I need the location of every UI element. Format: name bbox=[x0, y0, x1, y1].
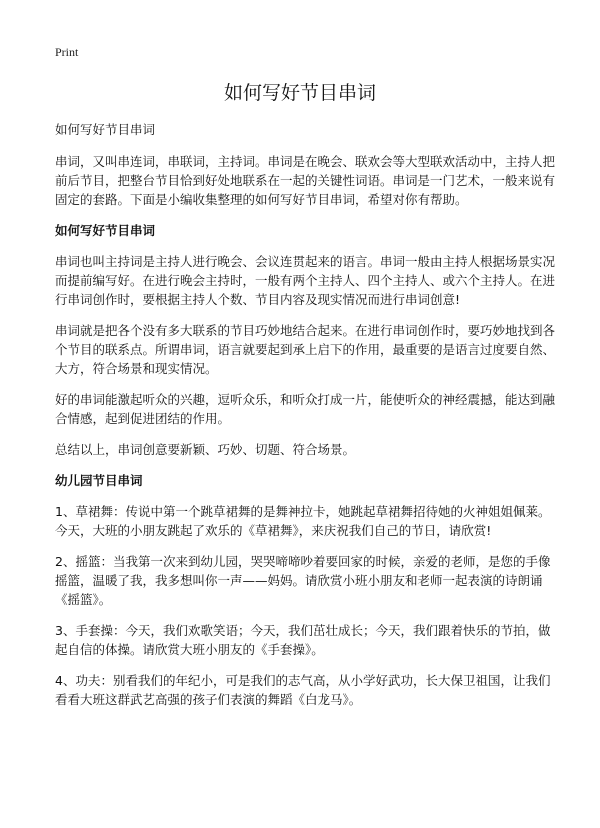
section1-paragraph: 串词也叫主持词是主持人进行晚会、会议连贯起来的语言。串词一般由主持人根据场景实况而提前编写好。在进行晚会主持时，一般有两个主持人、四个主持人、或六个主持人。在进行串词创作时，要根据主持人个数、节目内容及现实情况而进行串词创意! bbox=[55, 254, 556, 307]
article-body bbox=[55, 120, 555, 721]
section2-paragraph: 2、摇篮：当我第一次来到幼儿园，哭哭啼啼吵着要回家的时候，亲爱的老师，是您的手像摇篮，温暖了我，我多想叫你一声——妈妈。请欣赏小班小朋友和老师一起表演的诗朗诵《摇篮》。 bbox=[55, 554, 551, 607]
page-title: 如何写好节目串词 bbox=[223, 82, 376, 104]
section1-paragraph: 串词就是把各个没有多大联系的节目巧妙地结合起来。在进行串词创作时，要巧妙地找到各个节目的联系点。所谓串词，语言就要起到承上启下的作用，最重要的是语言过度要自然、大方，符合场景和现实情况。 bbox=[55, 323, 556, 376]
section-heading-how-to-write: 如何写好节目串词 bbox=[55, 223, 156, 238]
section2-paragraph: 4、功夫：别看我们的年纪小，可是我们的志气高，从小学好武功，长大保卫祖国，让我们看看大班这群武艺高强的孩子们表演的舞蹈《白龙马》。 bbox=[55, 673, 551, 707]
section1-paragraph: 好的串词能激起听众的兴趣，逗听众乐，和听众打成一片，能使听众的神经震撼，能达到融合情感，起到促进团结的作用。 bbox=[55, 392, 556, 426]
section2-paragraph: 1、草裙舞：传说中第一个跳草裙舞的是舞神拉卡，她跳起草裙舞招待她的火神姐姐佩莱。今天，大班的小朋友跳起了欢乐的《草裙舞》，来庆祝我们自己的节日，请欣赏! bbox=[55, 504, 551, 538]
section2-paragraph: 3、手套操：今天，我们欢歌笑语；今天，我们茁壮成长；今天，我们跟着快乐的节拍，做起自信的体操。请欣赏大班小朋友的《手套操》。 bbox=[55, 623, 551, 657]
article-subtitle: 如何写好节目串词 bbox=[55, 122, 156, 137]
intro-paragraph: 串词，又叫串连词，串联词，主持词。串词是在晚会、联欢会等大型联欢活动中，主持人把前后节目，把整台节目恰到好处地联系在一起的关键性词语。串词是一门艺术，一般来说有固定的套路。下面是小编收集整理的如何写好节目串词，希望对你有帮助。 bbox=[55, 154, 556, 207]
print-link[interactable]: Print bbox=[55, 45, 79, 59]
section-heading-kindergarten: 幼儿园节目串词 bbox=[55, 473, 143, 488]
section1-paragraph: 总结以上，串词创意要新颖、巧妙、切题、符合场景。 bbox=[55, 442, 356, 457]
